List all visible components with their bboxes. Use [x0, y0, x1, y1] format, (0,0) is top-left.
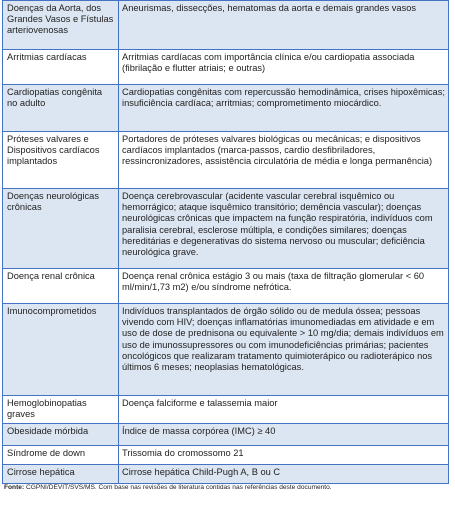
table-row	[3, 465, 449, 484]
description-cell: Doença cerebrovascular (acidente vascular cerebral isquêmico ou hemorrágico; ataque isquêmico transitório; demência vascular); doenças neurológicas crônicas que impactem na função respiratória, indivíduos com paralisia cerebral, esclerose múltipla, e condições similares; doenças hereditárias e degenerativas do sistema nervoso ou muscular; deficiência neurológica grave.	[119, 189, 449, 269]
condition-cell: Doenças da Aorta, dos Grandes Vasos e Fístulas arteriovenosas	[3, 1, 119, 50]
source-text: CGPNI/DEVIT/SVS/MS. Com base nas revisões de literatura contidas nas referências deste documento.	[24, 484, 332, 491]
description-cell: Índice de massa corpórea (IMC) ≥ 40	[119, 424, 449, 446]
description-cell: Aneurismas, dissecções, hematomas da aorta e demais grandes vasos	[119, 1, 449, 50]
table-row	[3, 446, 449, 465]
condition-cell: Doenças neurológicas crônicas	[3, 189, 119, 269]
table-row	[3, 424, 449, 446]
condition-cell: Hemoglobinopatias graves	[3, 396, 119, 424]
condition-cell: Cardiopatias congênita no adulto	[3, 85, 119, 132]
condition-cell: Cirrose hepática	[3, 465, 119, 484]
condition-cell: Doença renal crônica	[3, 269, 119, 304]
description-cell: Cardiopatias congênitas com repercussão hemodinâmica, crises hipoxêmicas; insuficiência cardíaca; arritmias; comprometimento miocárdico.	[119, 85, 449, 132]
source-note	[4, 484, 332, 492]
description-cell: Cirrose hepática Child-Pugh A, B ou C	[119, 465, 449, 484]
table-row	[3, 85, 449, 132]
table-row	[3, 396, 449, 424]
table-row	[3, 269, 449, 304]
table-row	[3, 304, 449, 396]
condition-cell: Obesidade mórbida	[3, 424, 119, 446]
table-row	[3, 189, 449, 269]
description-cell: Portadores de próteses valvares biológicas ou mecânicas; e dispositivos cardíacos implantados (marca-passos, cardio desfibriladores, ressincronizadores, assistência circulatória de média e longa permanência)	[119, 132, 449, 189]
condition-cell: Arritmias cardíacas	[3, 50, 119, 85]
condition-cell: Imunocomprometidos	[3, 304, 119, 396]
table-row	[3, 132, 449, 189]
condition-cell: Próteses valvares e Dispositivos cardíacos implantados	[3, 132, 119, 189]
description-cell: Indivíduos transplantados de órgão sólido ou de medula óssea; pessoas vivendo com HIV; doenças inflamatórias imunomediadas em atividade e em uso de dose de prednisona ou equivalente > 10 mg/dia; demais indivíduos em uso de imunossupressores ou com imunodeficiências primárias; pacientes oncológicos que realizaram tratamento quimioterápico ou radioterápico nos últimos 6 meses; neoplasias hematológicas.	[119, 304, 449, 396]
description-cell: Arritmias cardíacas com importância clínica e/ou cardiopatia associada (fibrilação e flutter atriais; e outras)	[119, 50, 449, 85]
description-cell: Doença falciforme e talassemia maior	[119, 396, 449, 424]
description-cell: Doença renal crônica estágio 3 ou mais (taxa de filtração glomerular < 60 ml/min/1,73 m2) e/ou síndrome nefrótica.	[119, 269, 449, 304]
comorbidities-table	[2, 0, 449, 484]
condition-cell: Síndrome de down	[3, 446, 119, 465]
source-label: Fonte:	[4, 484, 25, 491]
table-row	[3, 1, 449, 50]
description-cell: Trissomia do cromossomo 21	[119, 446, 449, 465]
table-row	[3, 50, 449, 85]
